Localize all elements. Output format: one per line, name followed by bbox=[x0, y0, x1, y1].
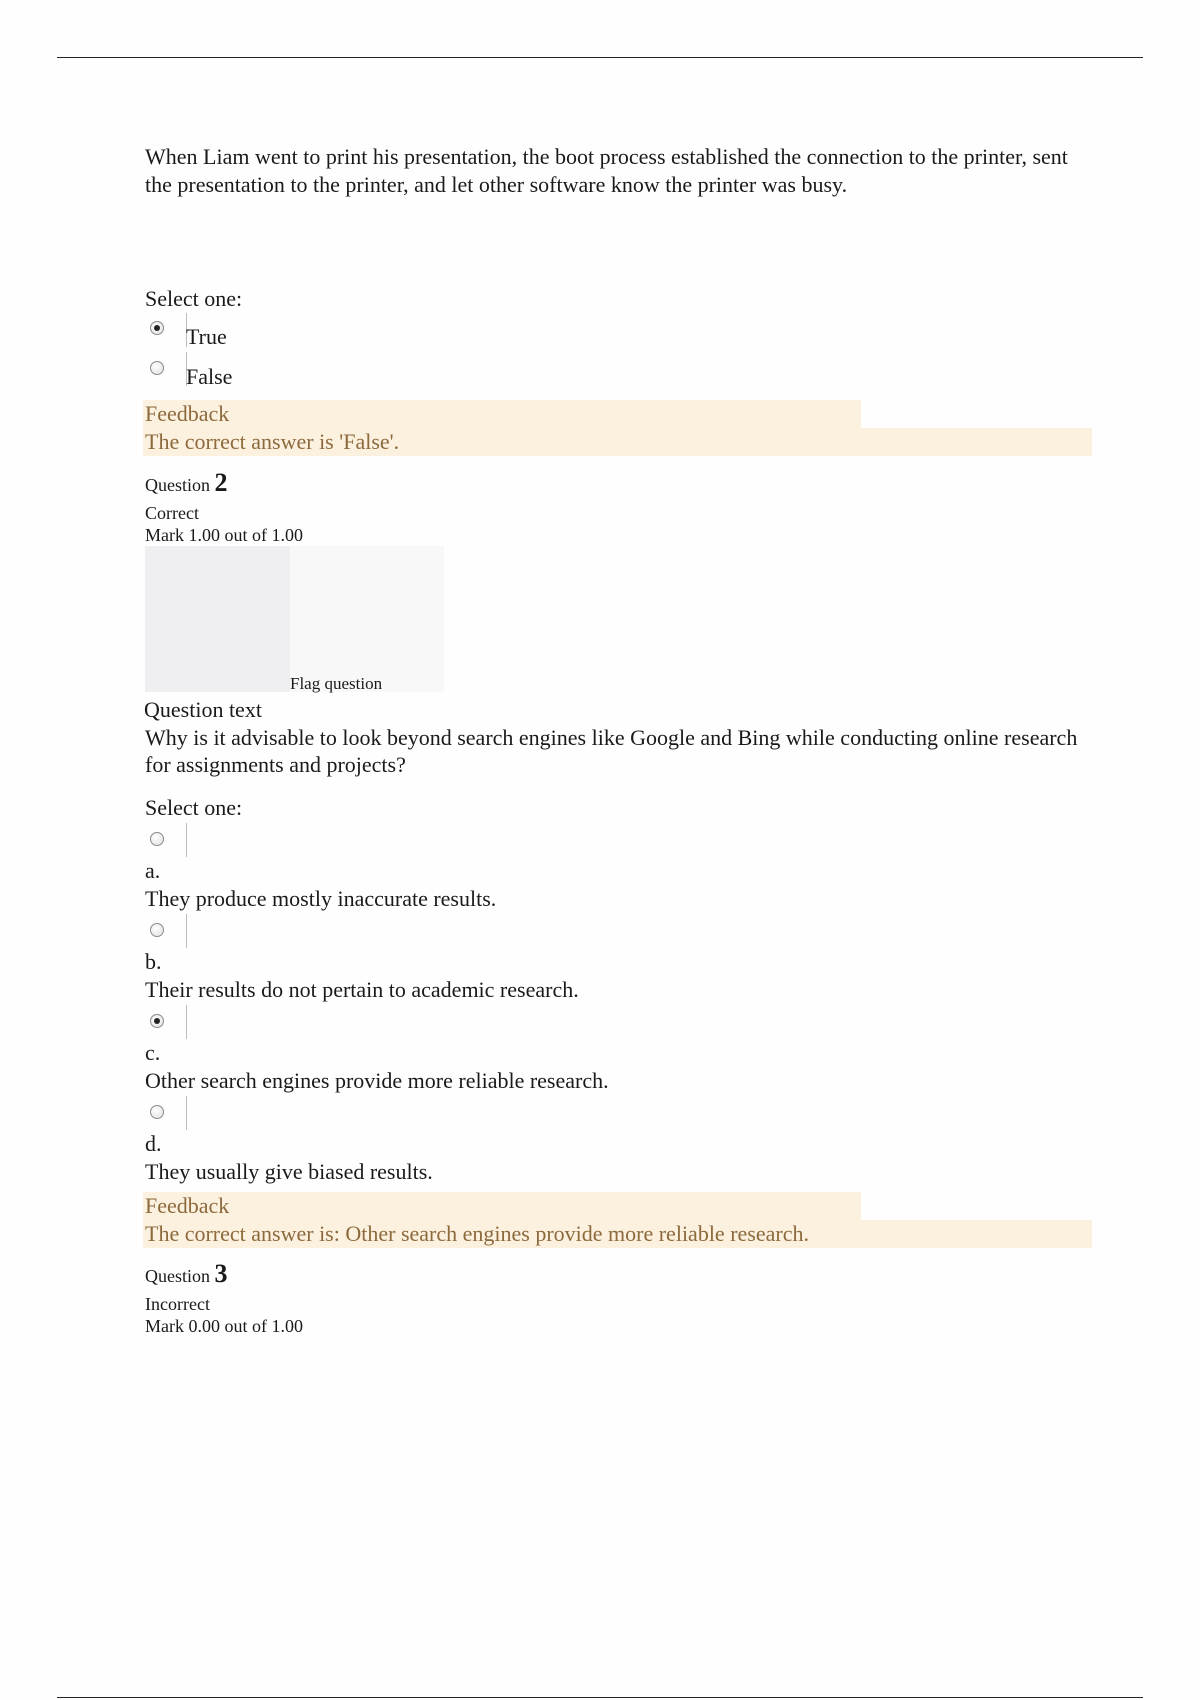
q2-option-c-text[interactable]: Other search engines provide more reliable research. bbox=[145, 1068, 609, 1093]
q2-option-a-text[interactable]: They produce mostly inaccurate results. bbox=[145, 886, 497, 911]
q1-feedback-title: Feedback bbox=[143, 400, 861, 428]
q2-option-divider bbox=[186, 823, 187, 857]
q2-option-a-letter: a. bbox=[145, 858, 161, 883]
q2-option-d-letter: d. bbox=[145, 1131, 162, 1156]
q2-mark: Mark 1.00 out of 1.00 bbox=[145, 525, 303, 545]
q2-question-text-label: Question text bbox=[144, 697, 262, 722]
q2-option-c-letter: c. bbox=[145, 1040, 161, 1065]
q2-flag-question-link[interactable]: Flag question bbox=[290, 674, 383, 693]
q1-feedback-text: The correct answer is 'False'. bbox=[143, 428, 1092, 456]
q1-question-text: When Liam went to print his presentation, the boot process established the connection to the printer, sent the presentation to the printer, and let other software know the printer was busy. bbox=[145, 144, 1068, 197]
q2-radio-b[interactable] bbox=[150, 923, 164, 937]
q2-feedback-title: Feedback bbox=[143, 1192, 861, 1220]
q1-option-true-label[interactable]: True bbox=[186, 324, 227, 349]
q2-info-panel bbox=[290, 546, 444, 692]
q3-status: Incorrect bbox=[145, 1294, 210, 1314]
bottom-rule bbox=[57, 1697, 1143, 1698]
q2-option-b-text[interactable]: Their results do not pertain to academic research. bbox=[145, 977, 579, 1002]
top-rule bbox=[57, 57, 1143, 58]
q2-radio-c[interactable] bbox=[150, 1014, 164, 1028]
q2-radio-a[interactable] bbox=[150, 832, 164, 846]
q2-flag-icon[interactable] bbox=[145, 546, 290, 692]
q1-radio-true[interactable] bbox=[150, 321, 164, 335]
q1-radio-false[interactable] bbox=[150, 361, 164, 375]
q3-heading bbox=[145, 1259, 228, 1288]
q2-heading-word: Question bbox=[145, 475, 210, 495]
q2-radio-d[interactable] bbox=[150, 1105, 164, 1119]
q2-number: 2 bbox=[214, 468, 228, 497]
q2-option-divider bbox=[186, 1096, 187, 1130]
q2-option-divider bbox=[186, 914, 187, 948]
q2-select-one-label: Select one: bbox=[145, 795, 243, 820]
q2-heading bbox=[145, 468, 228, 497]
q3-number: 3 bbox=[214, 1259, 228, 1288]
q1-select-one-label: Select one: bbox=[145, 286, 243, 311]
q2-option-d-text[interactable]: They usually give biased results. bbox=[145, 1159, 433, 1184]
q2-status: Correct bbox=[145, 503, 199, 523]
q3-mark: Mark 0.00 out of 1.00 bbox=[145, 1316, 303, 1336]
q2-option-b-letter: b. bbox=[145, 949, 162, 974]
q3-heading-word: Question bbox=[145, 1266, 210, 1286]
q2-option-divider bbox=[186, 1005, 187, 1039]
q2-feedback-text: The correct answer is: Other search engines provide more reliable research. bbox=[143, 1220, 1092, 1248]
q2-question-text: Why is it advisable to look beyond search engines like Google and Bing while conducting online research for assignments and projects? bbox=[145, 725, 1078, 777]
q1-option-false-label[interactable]: False bbox=[186, 364, 233, 389]
